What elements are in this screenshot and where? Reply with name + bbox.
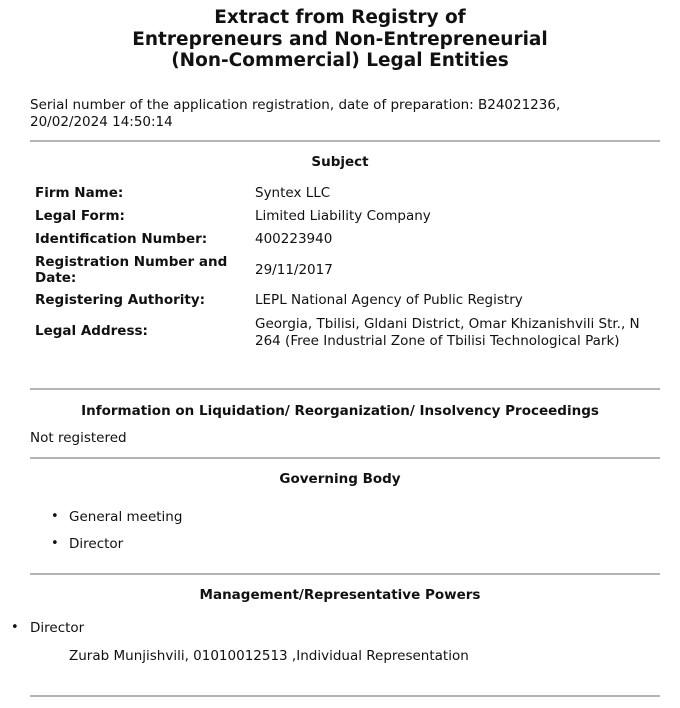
serial-info	[30, 97, 650, 130]
title-line-1: Extract from Registry of	[214, 7, 466, 28]
section-heading-subject: Subject	[311, 154, 369, 170]
field-value-firm-name: Syntex LLC	[255, 185, 331, 201]
divider	[30, 388, 660, 390]
title-line-3: (Non-Commercial) Legal Entities	[171, 50, 509, 71]
field-value-registration-number-date: 29/11/2017	[255, 262, 333, 278]
divider	[30, 457, 660, 459]
serial-line-1: Serial number of the application registration, date of preparation: B24021236,	[30, 97, 561, 113]
field-label-identification-number: Identification Number:	[35, 231, 208, 247]
bullet-icon: •	[51, 509, 59, 524]
field-value-legal-form: Limited Liability Company	[255, 208, 431, 224]
title-line-2: Entrepreneurs and Non-Entrepreneurial	[132, 28, 548, 50]
liquidation-status: Not registered	[30, 430, 127, 446]
serial-line-2: 20/02/2024 14:50:14	[30, 113, 173, 130]
divider	[30, 573, 660, 575]
field-value-legal-address: Georgia, Tbilisi, Gldani District, Omar Khizanishvili Str., N 264 (Free Industrial Zone of Tbilisi Technological Park)	[255, 316, 640, 349]
list-item-general-meeting: General meeting	[69, 509, 183, 525]
field-label-legal-address: Legal Address:	[35, 323, 148, 339]
field-label-firm-name: Firm Name:	[35, 185, 124, 201]
field-label-registration-number-date: Registration Number and Date:	[35, 254, 228, 286]
section-heading-liquidation: Information on Liquidation/ Reorganization/ Insolvency Proceedings	[81, 403, 599, 419]
bullet-icon: •	[11, 620, 19, 635]
field-value-registering-authority: LEPL National Agency of Public Registry	[255, 292, 523, 308]
field-value-identification-number: 400223940	[255, 231, 333, 247]
management-person: Zurab Munjishvili, 01010012513 ,Individual Representation	[69, 648, 469, 664]
field-label-registering-authority: Registering Authority:	[35, 292, 206, 308]
list-item-director: Director	[69, 536, 124, 552]
bullet-icon: •	[51, 536, 59, 551]
section-heading-management: Management/Representative Powers	[199, 587, 481, 603]
management-role: Director	[30, 620, 85, 636]
field-label-legal-form: Legal Form:	[35, 208, 125, 224]
section-heading-governing-body: Governing Body	[279, 471, 401, 487]
document-title	[0, 7, 680, 72]
divider	[30, 695, 660, 697]
divider	[30, 140, 660, 142]
